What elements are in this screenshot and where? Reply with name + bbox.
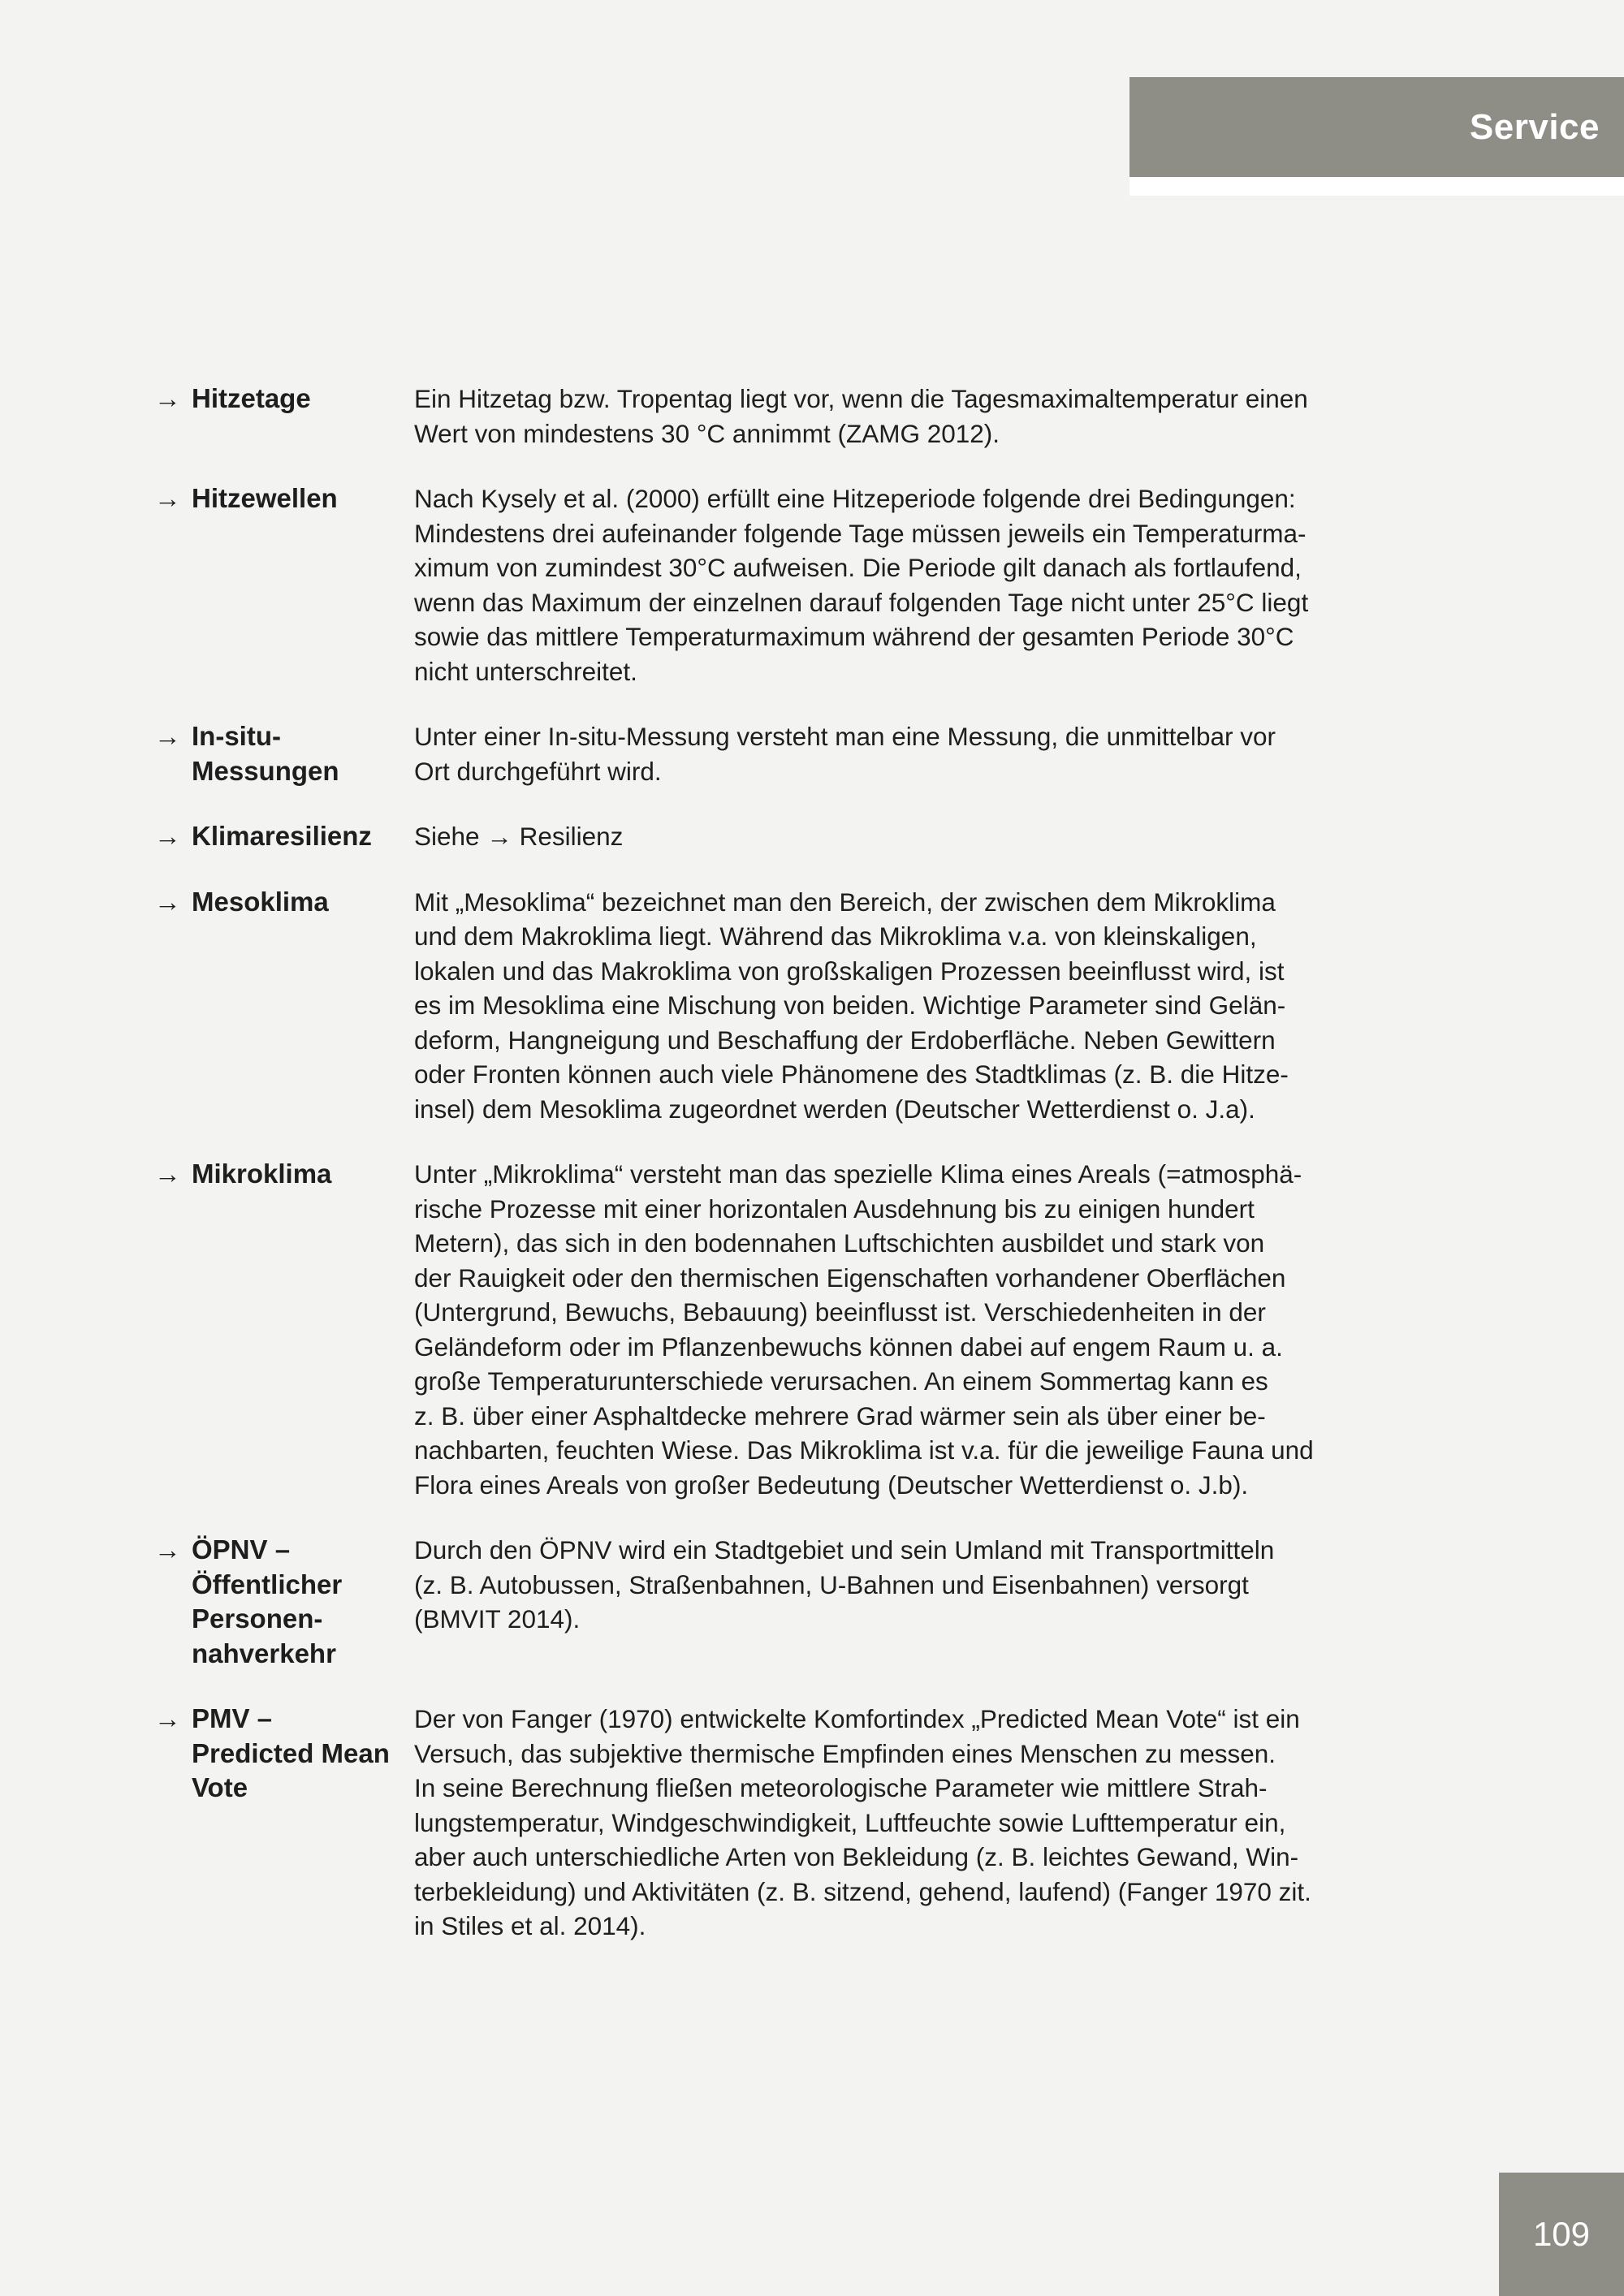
glossary-term (154, 1533, 414, 1671)
arrow-right-icon: → (154, 821, 181, 851)
glossary-term-label: Mikroklima (192, 1159, 332, 1189)
glossary-entry-hitzetage (154, 382, 1405, 451)
glossary-entry-klimaresilienz (154, 819, 1405, 854)
glossary-entry-in-situ-messungen (154, 719, 1405, 788)
glossary-term-label: Hitzewellen (192, 483, 338, 513)
glossary-entry-pmv (154, 1702, 1405, 1944)
glossary-term-label: Hitzetage (192, 383, 311, 413)
arrow-right-icon: → (154, 886, 181, 917)
page-number-box (1499, 2173, 1624, 2296)
arrow-right-icon: → (154, 721, 181, 751)
glossary-term (154, 1157, 414, 1502)
glossary-list (154, 382, 1405, 1974)
glossary-definition: Mit „Mesoklima“ bezeichnet man den Bereich, der zwischen dem Mikroklima und dem Makroklima liegt. Während das Mikroklima v.a. von kleinskaligen, lokalen und das Makroklima von großskaligen Prozessen beeinflusst wird, ist es im Mesoklima eine Mischung von beiden. Wichtige Parameter sind Gelän- deform, Hangneigung und Beschaffung der Erdoberfläche. Neben Gewittern oder Fronten können auch viele Phänomene des Stadtklimas (z. B. die Hitze- insel) dem Mesoklima zugeordnet werden (Deutscher Wetterdienst o. J.a). (414, 887, 1289, 1124)
section-tab-underline (1129, 177, 1624, 196)
glossary-definition: Unter „Mikroklima“ versteht man das spezielle Klima eines Areals (=atmosphä- rische Prozesse mit einer horizontalen Ausdehnung bis zu einigen hundert Metern), das sich in den bodennahen Luftschichten ausbildet und stark von der Rauigkeit oder den thermischen Eigenschaften vorhandener Oberflächen (Untergrund, Bewuchs, Bebauung) beeinflusst ist. Verschiedenheiten in der Geländeform oder im Pflanzenbewuchs können dabei auf engem Raum u. a. große Temperaturunterschiede verursachen. An einem Sommertag kann es z. B. über einer Asphaltdecke mehrere Grad wärmer sein als über einer be- nachbarten, feuchten Wiese. Das Mikroklima ist v.a. für die jeweilige Fauna und Flora eines Areals von großer Bedeutung (Deutscher Wetterdienst o. J.b). (414, 1159, 1314, 1500)
glossary-definition: Nach Kysely et al. (2000) erfüllt eine Hitzeperiode folgende drei Bedingungen: Mindestens drei aufeinander folgende Tage müssen jeweils ein Temperaturma- ximum von zumindest 30°C aufweisen. Die Periode gilt danach als fortlaufend, wenn das Maximum der einzelnen darauf folgenden Tage nicht unter 25°C liegt sowie das mittlere Temperaturmaximum während der gesamten Periode 30°C nicht unterschreitet. (414, 484, 1309, 686)
glossary-term-label: Mesoklima (192, 886, 329, 917)
glossary-term (154, 481, 414, 688)
arrow-right-icon: → (154, 383, 181, 413)
glossary-term (154, 885, 414, 1127)
section-tab (1129, 77, 1624, 177)
glossary-definition: Ein Hitzetag bzw. Tropentag liegt vor, wenn die Tagesmaximaltemperatur einen Wert von mindestens 30 °C annimmt (ZAMG 2012). (414, 384, 1308, 448)
glossary-term (154, 1702, 414, 1944)
arrow-right-icon: → (154, 483, 181, 513)
section-label: Service (1469, 106, 1600, 147)
glossary-term (154, 719, 414, 788)
page-number: 109 (1532, 2215, 1591, 2253)
glossary-definition: Siehe → Resilienz (414, 822, 624, 851)
glossary-term-label: Klimaresilienz (192, 821, 372, 851)
glossary-entry-mesoklima (154, 885, 1405, 1127)
glossary-definition: Durch den ÖPNV wird ein Stadtgebiet und sein Umland mit Transportmitteln (z. B. Autobussen, Straßenbahnen, U-Bahnen und Eisenbahnen) versorgt (BMVIT 2014). (414, 1535, 1275, 1634)
glossary-term (154, 819, 414, 854)
glossary-term (154, 382, 414, 451)
glossary-term-label: In-situ- Messungen (192, 721, 339, 786)
arrow-right-icon: → (154, 1703, 181, 1733)
glossary-entry-oepnv (154, 1533, 1405, 1671)
glossary-definition: Der von Fanger (1970) entwickelte Komfortindex „Predicted Mean Vote“ ist ein Versuch, das subjektive thermische Empfinden eines Menschen zu messen. In seine Berechnung fließen meteorologische Parameter wie mittlere Strah- lungstemperatur, Windgeschwindigkeit, Luftfeuchte sowie Lufttemperatur ein, aber auch unterschiedliche Arten von Bekleidung (z. B. leichtes Gewand, Win- terbekleidung) und Aktivitäten (z. B. sitzend, gehend, laufend) (Fanger 1970 zit. in Stiles et al. 2014). (414, 1704, 1311, 1940)
glossary-term-label: PMV – Predicted Mean Vote (192, 1703, 390, 1802)
glossary-term-label: ÖPNV – Öffentlicher Personen- nahverkehr (192, 1534, 343, 1668)
arrow-right-icon: → (154, 1159, 181, 1189)
glossary-entry-hitzewellen (154, 481, 1405, 688)
arrow-right-icon: → (154, 1534, 181, 1564)
glossary-entry-mikroklima (154, 1157, 1405, 1502)
glossary-definition: Unter einer In-situ-Messung versteht man eine Messung, die unmittelbar vor Ort durchgeführt wird. (414, 722, 1276, 786)
